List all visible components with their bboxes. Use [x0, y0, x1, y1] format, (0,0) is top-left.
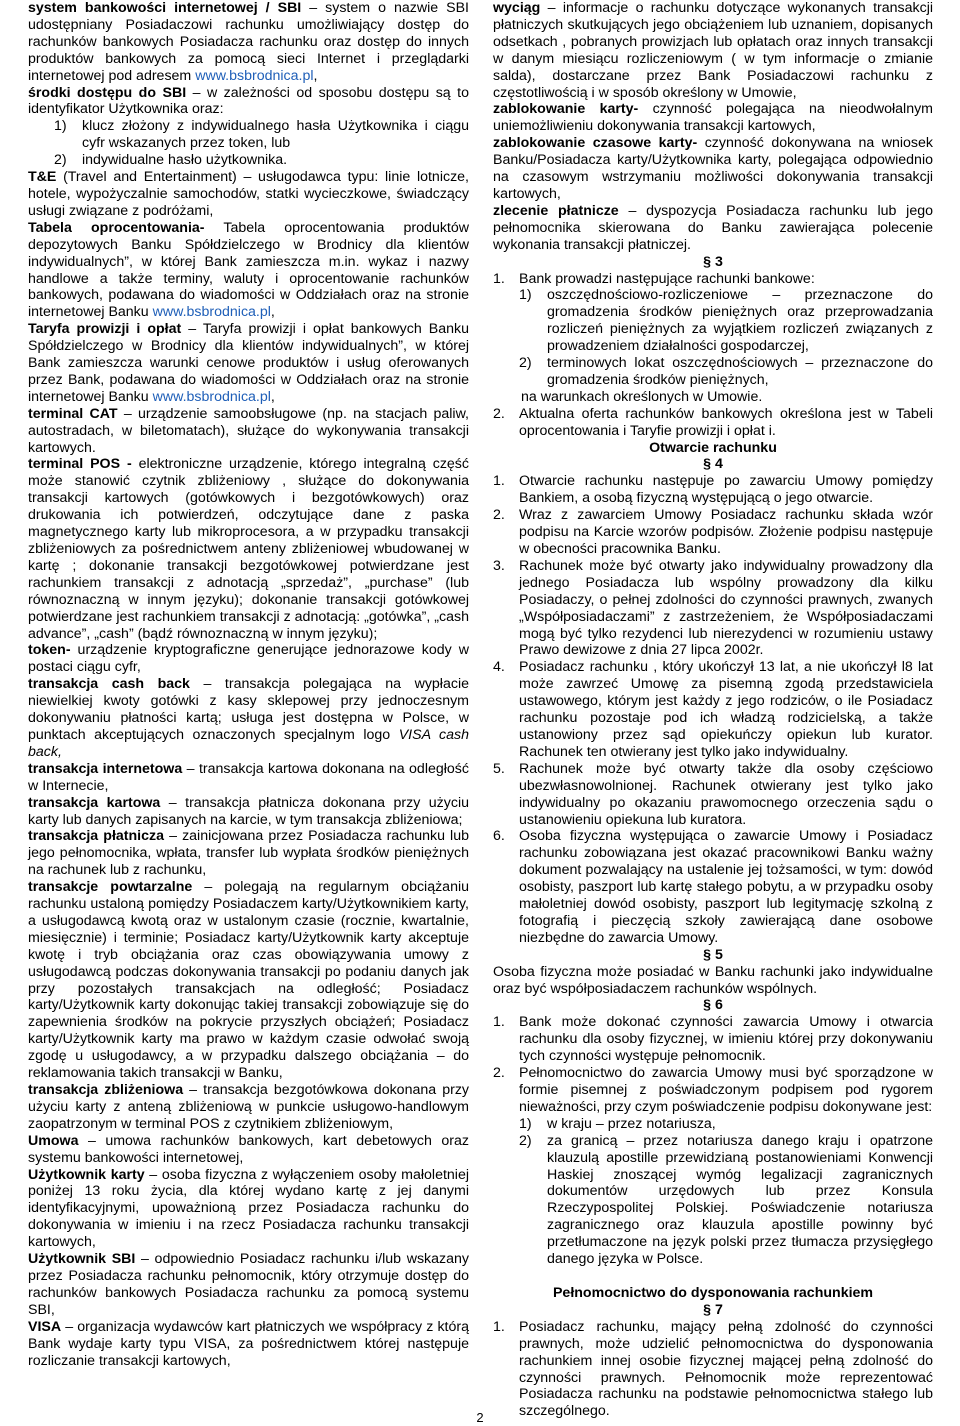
bank-website-link[interactable]: www.bsbrodnica.pl	[195, 67, 314, 84]
definition-text: – w zależności od sposobu dostępu są to identyfikator Użytkownika oraz:	[28, 84, 469, 118]
spacer	[493, 1268, 933, 1285]
definition-umowa	[28, 1133, 469, 1167]
list-item	[493, 271, 933, 288]
section-5-text: Osoba fizyczna może posiadać w Banku rachunki jako indywidualne oraz być współposiadaczem rachunków wspólnych.	[493, 963, 933, 997]
list-number: 1.	[493, 1014, 505, 1031]
list-number: 2)	[519, 355, 532, 372]
list-text: Pełnomocnictwo do zawarcia Umowy musi być sporządzone w formie pisemnej z poświadczonym podpisem pod rygorem nieważności, przy czym poświadczenie podpisu dokonywane jest:	[519, 1065, 933, 1115]
list-text: Posiadacz rachunku, mający pełną zdolność do czynności prawnych, może udzielić pełnomocnictwa do dysponowania rachunkiem innej osobie fizycznej mającej pełną zdolność do czynności prawnych. Pełnomocnik może reprezentować Posiadacza rachunku na podstawie pełnomocnictwa stałego lub szczególnego.	[519, 1318, 933, 1420]
definition-text: – dyspozycja Posiadacza rachunku lub jego pełnomocnika skierowana do Banku zawierająca polecenie wykonania transakcji płatniczej.	[493, 202, 933, 253]
definition-text: – informacje o rachunku dotyczące wykonanych transakcji płatniczych skutkujących jego obciążeniem lub uznaniem, dopisanych odsetkach , pobranych prowizjach lub opłatach oraz innych transakcji w danym miesiącu rozliczeniowym ( w tym informacje o zmianie salda), dostarczane przez Bank Posiadaczowi rachunku z częstotliwością i w sposób określony w Umowie,	[493, 0, 933, 101]
definition-text: – umowa rachunków bankowych, kart debetowych oraz systemu bankowości internetowej,	[28, 1132, 469, 1166]
definition-visa	[28, 1319, 469, 1370]
definition-text: – transakcja płatnicza dokonana przy użyciu karty lub danych zapisanych na karcie, w tym transakcja zbliżeniowa;	[28, 794, 469, 828]
definition-transakcje-powtarzalne	[28, 879, 469, 1082]
definition-cash-back	[28, 676, 469, 761]
list-text: Otwarcie rachunku następuje po zawarciu Umowy pomiędzy Bankiem, a osobą fizyczną występującą o jego otwarcie.	[519, 473, 933, 507]
term: system bankowości internetowej / SBI	[28, 0, 302, 16]
list-text: Rachunek może być otwarty jako indywidualny prowadzony dla jednego Posiadacza lub wspólny prowadzony dla kilku Posiadaczy, o pełnej zdolności do czynności prawnych, zwanych „Współposiadaczami” z zastrzeżeniem, że Współposiadaczami mogą być tylko rezydenci lub nierezydenci w rozumieniu ustawy Prawo dewizowe z dnia 27 lipca 2002r.	[519, 557, 933, 659]
list-item	[493, 1319, 933, 1420]
list-text: za granicą – przez notariusza danego kraju i opatrzone klauzulą apostille przewidzianą postanowieniami Konwencji Haskiej znoszącej wymóg legalizacji zagranicznych dokumentów urzędowych lub przez Konsula Rzeczypospolitej Polskiej. Poświadczenie notariusza zagranicznego oraz klauzula apostille powinny być przetłumaczone na język polski przez tłumacza przysięgłego danego języka w Polsce.	[547, 1132, 933, 1268]
list-text: Posiadacz rachunku , który ukończył 13 lat, a nie ukończył l8 lat może zawrzeć Umowę za pisemną zgodą przedstawiciela ustawowego, którym jest każdy z jego rodziców, o ile Posiadacz rachunku pozostaje pod ich władzą rodzicielską, a także ustanowiony przez sąd opiekuńczy opiekun lub kurator. Rachunek ten otwierany jest tylko jako indywidualny.	[519, 659, 933, 760]
definition-text: – zainicjowana przez Posiadacza rachunku lub jego pełnomocnika, wpłata, transfer lub wypłata środków pieniężnych na rachunek lub z rachunku,	[28, 828, 469, 879]
list-text: klucz złożony z indywidualnego hasła Użytkownika i ciągu cyfr wskazanych przez token, lub	[82, 118, 469, 152]
term: wyciąg	[493, 0, 541, 16]
punct: ,	[270, 388, 275, 405]
list-number: 2.	[493, 507, 505, 524]
list-number: 2)	[54, 152, 67, 169]
term: zablokowanie karty-	[493, 101, 639, 118]
term: Użytkownik SBI	[28, 1251, 136, 1268]
heading-pelnomocnictwo: Pełnomocnictwo do dysponowania rachunkiem	[552, 1284, 874, 1301]
term: Tabela oprocentowania-	[28, 219, 205, 236]
list-text: indywidualne hasło użytkownika.	[82, 152, 288, 169]
definition-wyciag	[493, 0, 933, 101]
section-4-heading: § 4	[703, 456, 723, 473]
list-item	[54, 152, 469, 169]
definition-transakcja-platnicza	[28, 828, 469, 879]
definition-text: urządzenie kryptograficzne generujące jednorazowe kody w postaci ciągu cyfr,	[28, 642, 469, 676]
list-item	[519, 1133, 933, 1268]
definition-tabela	[28, 220, 469, 321]
punct: ,	[313, 67, 318, 84]
list-text: Rachunek może być otwarty także dla osoby częściowo ubezwłasnowolnionej. Rachunek otwierany jest tylko jako indywidualny po okazaniu prawomocnego orzeczenia sądu o ustanowieniu opiekuna lub kuratora.	[519, 760, 933, 828]
definition-text: – osoba fizyczna z wyłączeniem osoby małoletniej poniżej 13 roku życia, dla której wydano kartę z jej danymi identyfikacyjnymi, upoważnioną przez Posiadacza rachunku do dokonywania w imieniu i na rzecz Posiadacza rachunku transakcji kartowych,	[28, 1166, 470, 1251]
list-number: 3.	[493, 557, 505, 574]
list-text: Bank prowadzi następujące rachunki bankowe:	[519, 270, 815, 287]
term: transakcja cash back	[28, 676, 190, 693]
list-number: 1)	[519, 1115, 532, 1132]
list-tail-text: na warunkach określonych w Umowie.	[521, 388, 763, 405]
list-number: 6.	[493, 828, 505, 845]
list-number: 1.	[493, 270, 505, 287]
list-item	[493, 558, 933, 659]
list-number: 5.	[493, 760, 505, 777]
bank-website-link[interactable]: www.bsbrodnica.pl	[152, 388, 271, 405]
list-text: Osoba fizyczna występująca o zawarcie Umowy i Posiadacz rachunku zobowiązana jest okazać pracownikowi Banku ważny dokument pozwalający na ustalenie jej tożsamości, w tym: dowód osobisty, paszport lub kartę stałego pobytu, a w przypadku osoby małoletniej dowód osobisty, paszport lub legitymację szkolną z fotografią i pieczęcią szkoły zawierającą dane osobowe niezbędne do zawarcia Umowy.	[519, 828, 933, 946]
section-3-heading: § 3	[703, 253, 723, 270]
definition-text: Tabela oprocentowania produktów depozytowych Banku Spółdzielczego w Brodnicy dla klientów indywidualnych”, w której Bank zamieszcza m.in. wykaz i nazwy handlowe a także terminy, waluty i oprocentowanie rachunków bankowych, podawana do wiadomości w Oddziałach oraz na stronie internetowej Banku	[28, 219, 470, 321]
term: transakcja zbliżeniowa	[28, 1082, 184, 1098]
bank-website-link[interactable]: www.bsbrodnica.pl	[152, 304, 271, 321]
term: transakcja płatnicza	[28, 828, 164, 845]
definition-text: – polegają na regularnym obciążaniu rachunku ustaloną pomiędzy Posiadaczem karty/Użytkownikiem karty, a usługodawcą kwotą oraz w ustalonym czasie (rocznie, kwartalnie, miesięcznie) i terminie; Posiadacz karty/Użytkownik karty akceptuje kwotę i tryb obciążania oraz czas obowiązywania umowy z usługodawcą podczas dokonywania transakcji po podaniu danych jak przy pozostałych transakcjach na odległość; Posiadacz karty/Użytkownik karty dokonując takiej transakcji zobowiązuje się do zapewnienia środków na pokrycie przyszłych obciążeń; Posiadacz karty/Użytkownik karty ma prawo w każdym czasie odwołać swoją zgodę u usługodawcy, a w przypadku dalszego obciążania – do reklamowania takich transakcji w Banku,	[28, 879, 470, 1082]
list-item	[493, 473, 933, 507]
term: Taryfa prowizji i opłat	[28, 321, 182, 338]
list-text: Aktualna oferta rachunków bankowych określona jest w Tabeli oprocentowania i Taryfie prowizji i opłat i.	[519, 405, 933, 439]
term: transakcje powtarzalne	[28, 879, 193, 896]
term: token-	[28, 642, 71, 659]
list-item	[519, 287, 933, 355]
definition-text: czynność dokonywana na wniosek Banku/Posiadacza karty/Użytkownika karty, polegająca odpowiednio na czasowym wstrzymaniu możliwości dokonywania transakcji kartowych,	[493, 135, 933, 202]
list-item	[519, 1116, 933, 1133]
term: transakcja kartowa	[28, 794, 161, 811]
definition-taryfa	[28, 321, 469, 406]
definition-sbi	[28, 0, 469, 85]
term: środki dostępu do SBI	[28, 84, 187, 101]
term: terminal CAT	[28, 405, 118, 422]
list-text: Bank może dokonać czynności zawarcia Umowy i otwarcia rachunku dla osoby fizycznej, w imieniu której przy dokonywaniu tych czynności występuje pełnomocnik.	[519, 1014, 933, 1065]
definition-terminal-pos	[28, 456, 469, 642]
list-number: 1.	[493, 1318, 505, 1335]
definition-text: (Travel and Entertainment) – usługodawca typu: linie lotnicze, hotele, wypożyczalnie samochodów, statki wycieczkowe, świadczący usługi związane z podróżami,	[28, 169, 469, 219]
definition-srodki-dostepu	[28, 85, 469, 119]
list-number: 1.	[493, 473, 505, 490]
definition-zlecenie-platnicze	[493, 203, 933, 254]
visa-cash-back-logo-text: VISA cash back,	[28, 726, 469, 760]
term: T&E	[28, 169, 57, 186]
list-text: Wraz z zawarciem Umowy Posiadacz rachunku składa wzór podpisu na Karcie wzorów podpisów. Złożenie podpisu następuje w obecności pracownika Banku.	[519, 507, 933, 557]
term: VISA	[28, 1318, 62, 1335]
definition-zablokowanie-czasowe	[493, 135, 933, 203]
definition-token	[28, 642, 469, 676]
list-item	[493, 761, 933, 829]
definition-transakcja-internetowa	[28, 761, 469, 795]
term: zablokowanie czasowe karty-	[493, 135, 698, 152]
heading-otwarcie-rachunku: Otwarcie rachunku	[649, 439, 777, 456]
definition-text: czynność polegająca na nieodwołalnym uniemożliwieniu dokonywania transakcji kartowych,	[493, 101, 933, 135]
punct: ,	[270, 304, 275, 321]
list-text: w kraju – przez notariusza,	[547, 1115, 716, 1132]
list-number: 2.	[493, 405, 505, 422]
term: transakcja internetowa	[28, 760, 183, 777]
list-item	[493, 1065, 933, 1116]
list-item	[493, 1014, 933, 1065]
left-column	[28, 0, 469, 1369]
list-number: 2.	[493, 1065, 505, 1082]
definition-transakcja-zblizeniowa	[28, 1082, 469, 1133]
term: terminal POS -	[28, 456, 132, 473]
term: Umowa	[28, 1132, 79, 1149]
list-number: 2)	[519, 1132, 532, 1149]
section-5-heading: § 5	[703, 946, 723, 963]
list-text: terminowych lokat oszczędnościowych – przeznaczone do gromadzenia środków pieniężnych,	[547, 355, 933, 388]
definition-text: elektroniczne urządzenie, którego integralną część może stanowić czytnik zbliżeniowy , służące do dokonywania transakcji kartowych (gotówkowych i bezgotówkowych) oraz drukowania ich potwierdzeń, odczytujące dane z paska magnetycznego karty lub mikroprocesora, a w przypadku transakcji zbliżeniowych za pośrednictwem anteny zbliżeniowej wbudowanej w kartę ; dokonanie transakcji bezgotówkowej potwierdzane jest rachunkiem transakcji z adnotacją „sprzedaż”, „purchase” (lub równoznaczną w innym języku); dokonanie transakcji gotówkowej potwierdzane jest rachunkiem transakcji z adnotacją: „gotówka”, „cash advance”, „cash” (bądź równoznaczną w innym języku);	[28, 456, 469, 642]
section-6-heading: § 6	[703, 997, 723, 1014]
definition-uzytkownik-karty	[28, 1167, 469, 1252]
list-item	[519, 355, 933, 389]
definition-terminal-cat	[28, 406, 469, 457]
definition-text: – transakcja kartowa dokonana na odległość w Internecie,	[28, 760, 469, 794]
definition-text: – odpowiednio Posiadacz rachunku i/lub wskazany przez Posiadacza rachunku pełnomocnik, który otrzymuje dostęp do rachunków bankowych Posiadacza rachunku za pomocą systemu SBI,	[28, 1251, 469, 1318]
section-7-heading: § 7	[703, 1301, 723, 1318]
list-item	[493, 507, 933, 558]
definition-text: – transakcja polegająca na wypłacie niewielkiej kwoty gotówki z kasy sklepowej przy jednoczesnym dokonywaniu płatności kartą; usługa jest dostępna w Polsce, w punktach akceptujących oznaczonych specjalnym logo	[28, 676, 469, 743]
list-item	[493, 406, 933, 440]
definition-text: – urządzenie samoobsługowe (np. na stacjach paliw, autostradach, w biletomatach), służące do wykonywania transakcji kartowych.	[28, 405, 469, 456]
definition-text: – organizacja wydawców kart płatniczych we współpracy z którą Bank wydaje karty typu VISA, za pośrednictwem której następuje rozliczanie transakcji kartowych,	[28, 1318, 469, 1369]
definition-text: – Taryfa prowizji i opłat bankowych Banku Spółdzielczego w Brodnicy dla klientów indywidualnych”, w której Bank zamieszcza warunki cenowe produktów i usług oferowanych przez Bank, podawana do wiadomości w Oddziałach oraz na stronie internetowej Banku	[28, 321, 469, 405]
page-number: 2	[476, 1410, 484, 1425]
definition-transakcja-kartowa	[28, 795, 469, 829]
list-item	[493, 828, 933, 946]
right-column	[493, 0, 933, 1420]
definition-text: – transakcja bezgotówkowa dokonana przy użyciu karty z anteną zbliżeniową w punkcie usługowo-handlowym zaopatrzonym w terminal POS z czytnikiem zbliżeniowym,	[28, 1082, 470, 1132]
list-number: 4.	[493, 659, 505, 676]
term: Użytkownik karty	[28, 1166, 145, 1183]
definition-uzytkownik-sbi	[28, 1251, 469, 1319]
list-item	[493, 659, 933, 760]
definition-text: – system o nazwie SBI udostępniany Posiadaczowi rachunku umożliwiający dostęp do rachunków bankowych Posiadacza rachunku oraz dostęp do innych produktów bankowych za pomocą sieci Internet i przeglądarki internetowej pod adresem	[28, 0, 470, 84]
definition-zablokowanie-karty	[493, 101, 933, 135]
term: zlecenie płatnicze	[493, 202, 619, 219]
list-number: 1)	[54, 118, 67, 135]
list-item	[54, 118, 469, 152]
definition-te	[28, 169, 469, 220]
list-text: oszczędnościowo-rozliczeniowe – przeznaczone do gromadzenia środków pieniężnych oraz przeprowadzania rozliczeń pieniężnych za wyjątkiem rozliczeń związanych z prowadzeniem działalności gospodarczej,	[547, 287, 933, 355]
list-number: 1)	[519, 287, 532, 304]
